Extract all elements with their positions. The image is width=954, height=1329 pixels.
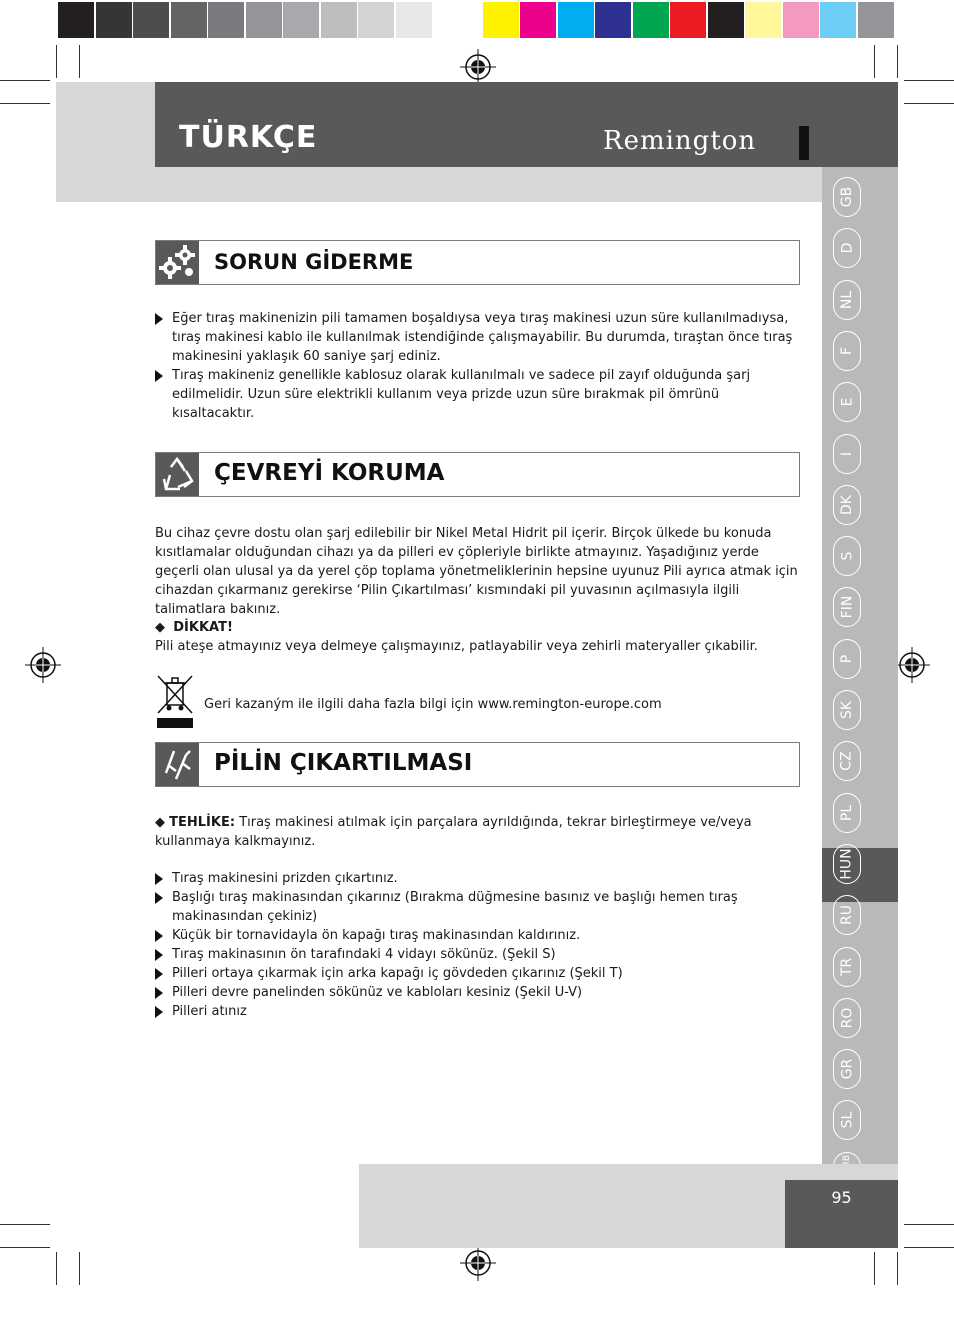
battery-tool-icon <box>156 743 199 786</box>
list-item: Tıraş makineniz genellikle kablosuz olarak kullanılmalı ve sadece pil zayıf olduğunda şarj edilmelidir. Uzun süre elektrikli kullanım veya prizde uzun süre bırakmak pil ömrünü kısaltacaktır. <box>155 366 800 423</box>
language-tab-fin: FIN <box>833 587 861 627</box>
language-tab-tr: TR <box>833 947 861 987</box>
language-tab-nl: NL <box>833 280 861 320</box>
crop-mark <box>874 1252 875 1285</box>
color-swatch <box>246 2 282 38</box>
color-swatch <box>708 2 744 38</box>
crop-mark <box>79 45 80 78</box>
danger-block <box>155 813 800 851</box>
brand-logo: Remington <box>603 126 757 156</box>
registration-mark-icon <box>460 1245 496 1281</box>
color-swatch <box>858 2 894 38</box>
crop-mark <box>0 1247 50 1248</box>
crop-mark <box>56 1252 57 1285</box>
crop-mark <box>904 103 954 104</box>
color-calibration-bar <box>58 2 895 38</box>
list-item: Pilleri devre panelinden sökünüz ve kabloları kesiniz (Şekil U-V) <box>155 983 800 1002</box>
color-swatch <box>670 2 706 38</box>
section-title: ÇEVREYİ KORUMA <box>214 460 445 486</box>
crop-mark <box>79 1252 80 1285</box>
page-number: 95 <box>831 1188 852 1207</box>
environment-paragraph: Bu cihaz çevre dostu olan şarj edilebilir bir Nikel Metal Hidrit pil içerir. Birçok ülkede bu konuda kısıtlamalar olduğundan cihazı ya da pilleri ev çöpleriyle birlikte atmayınız. Yaşadığınız yerde geçerli olan ulusal ya da yerel çöp toplama yönetmeliklerinin hepsine uyunuz Pili ayrıca atmak için cihazdan çıkarmanız gerekirse ‘Pilin Çıkartılması’ kısmındaki pil yuvasının açılmasıyla ilgili talimatlara bakınız. <box>155 526 798 617</box>
page-title: TÜRKÇE <box>179 120 318 155</box>
page-number-box <box>785 1180 898 1248</box>
title-bar <box>155 82 898 167</box>
color-swatch <box>433 2 469 38</box>
list-item: Tıraş makinesini prizden çıkartınız. <box>155 869 800 888</box>
color-swatch <box>396 2 432 38</box>
color-swatch <box>133 2 169 38</box>
danger-label: TEHLİKE: <box>169 815 236 830</box>
list-item: Pilleri ortaya çıkarmak için arka kapağı iç gövdeden çıkarınız (Şekil T) <box>155 964 800 983</box>
language-tab-cz: CZ <box>833 741 861 781</box>
language-tab-hun: HUN <box>833 844 861 884</box>
list-item: Küçük bir tornavidayla ön kapağı tıraş makinasından kaldırınız. <box>155 926 800 945</box>
section-header-environment <box>155 452 800 497</box>
crop-mark <box>0 103 50 104</box>
crop-mark <box>904 80 954 81</box>
color-swatch <box>820 2 856 38</box>
color-swatch <box>595 2 631 38</box>
registration-mark-icon <box>894 647 930 683</box>
warning-icon: ◆ <box>155 815 165 830</box>
color-swatch <box>208 2 244 38</box>
color-swatch <box>96 2 132 38</box>
crop-mark <box>897 1252 898 1285</box>
list-item: Tıraş makinasının ön tarafındaki 4 vidayı sökünüz. (Şekil S) <box>155 945 800 964</box>
color-swatch <box>783 2 819 38</box>
language-tab-f: F <box>833 331 861 371</box>
color-swatch <box>633 2 669 38</box>
list-item: Pilleri atınız <box>155 1002 800 1021</box>
color-swatch <box>520 2 556 38</box>
language-tab-ru: RU <box>833 895 861 935</box>
crop-mark <box>904 1247 954 1248</box>
crop-mark <box>904 1224 954 1225</box>
language-tab-i: I <box>833 434 861 474</box>
warning-icon: ◆ <box>155 620 165 635</box>
list-item: Başlığı tıraş makinasından çıkarınız (Bırakma düğmesine basınız ve başlığı hemen tıraş makinasından çekiniz) <box>155 888 800 926</box>
weee-bin-icon <box>155 673 195 729</box>
color-swatch <box>558 2 594 38</box>
caution-text: Pili ateşe atmayınız veya delmeye çalışmayınız, patlayabilir veya zehirli materyaller çıkabilir. <box>155 639 758 654</box>
color-swatch <box>358 2 394 38</box>
crop-mark <box>0 1224 50 1225</box>
color-swatch <box>745 2 781 38</box>
troubleshooting-list <box>155 309 800 423</box>
color-swatch <box>283 2 319 38</box>
section-title: SORUN GİDERME <box>214 250 414 274</box>
language-tab-pl: PL <box>833 793 861 833</box>
language-tab-s: S <box>833 536 861 576</box>
language-tab-sl: SL <box>833 1100 861 1140</box>
color-swatch <box>321 2 357 38</box>
language-tab-dk: DK <box>833 485 861 525</box>
gears-icon <box>156 241 199 284</box>
language-tab-d: D <box>833 228 861 268</box>
caution-label: DİKKAT! <box>173 620 233 635</box>
language-tab-gr: GR <box>833 1049 861 1089</box>
section-title: PİLİN ÇIKARTILMASI <box>214 750 473 776</box>
registration-mark-icon <box>460 49 496 85</box>
crop-mark <box>897 45 898 78</box>
list-item: Eğer tıraş makinenizin pili tamamen boşaldıysa veya tıraş makinesi uzun süre kullanılmadıysa, tıraş makinesi kablo ile kullanılmak istendiğinde çalışmayabilir. Bu durumda, tıraştan önce tıraş makinesini yaklaşık 60 saniye şarj ediniz. <box>155 309 800 366</box>
section-header-troubleshooting <box>155 240 800 285</box>
language-tab-sk: SK <box>833 690 861 730</box>
caution-block <box>155 618 800 656</box>
language-tab-gb: GB <box>833 177 861 217</box>
crop-mark <box>56 45 57 78</box>
battery-removal-list <box>155 869 800 1021</box>
color-swatch <box>483 2 519 38</box>
color-swatch <box>58 2 94 38</box>
color-swatch <box>471 2 483 38</box>
brand-logo-bar <box>799 126 809 160</box>
registration-mark-icon <box>25 647 61 683</box>
language-tab-p: P <box>833 639 861 679</box>
language-tab-e: E <box>833 382 861 422</box>
color-swatch <box>171 2 207 38</box>
crop-mark <box>0 80 50 81</box>
crop-mark <box>874 45 875 78</box>
section-header-battery-removal <box>155 742 800 787</box>
recycle-icon <box>156 453 199 496</box>
recycle-note: Geri kazaným ile ilgili daha fazla bilgi için www.remington-europe.com <box>204 697 662 712</box>
danger-text: Tıraş makinesi atılmak için parçalara ayrıldığında, tekrar birleştirmeye ve/veya kullanmaya kalkmayınız. <box>155 815 752 849</box>
language-tab-ro: RO <box>833 998 861 1038</box>
